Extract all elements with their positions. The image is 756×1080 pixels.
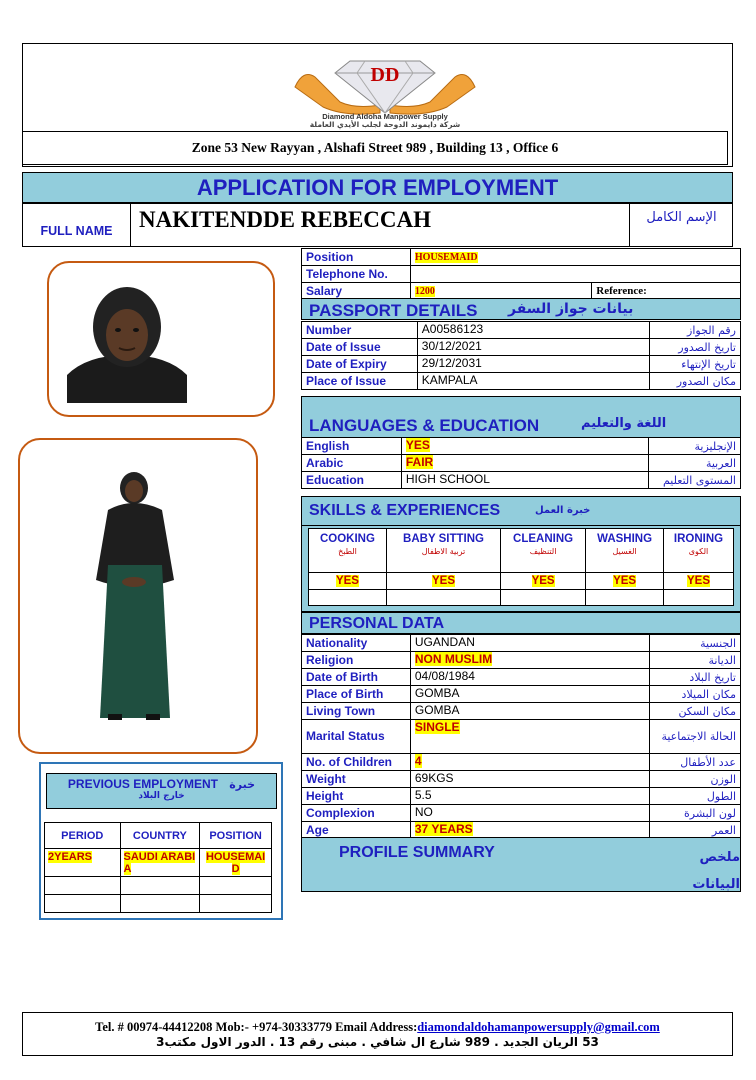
- table-row: [302, 805, 741, 822]
- company-name: Diamond Aldoha Manpower Supply: [322, 112, 448, 121]
- skill-blank-cell: [309, 590, 387, 606]
- full-name-label-arabic: الإسم الكامل: [629, 204, 733, 246]
- row-value: 29/12/2031: [421, 356, 482, 370]
- row-label: Living Town: [302, 703, 411, 720]
- row-value: 4: [414, 754, 422, 768]
- row-label: Marital Status: [302, 720, 411, 754]
- table-row: [302, 669, 741, 686]
- languages-title-arabic: اللغة والتعليم: [581, 416, 667, 431]
- row-label-arabic: الإنجليزية: [649, 438, 741, 455]
- skill-name-arabic: تربية الاطفال: [421, 547, 466, 556]
- row-label: Complexion: [302, 805, 411, 822]
- salary-value: 1200: [414, 285, 435, 297]
- row-value-cell: [410, 788, 649, 805]
- skill-name-arabic: الكوى: [688, 547, 709, 556]
- profile-summary-title-arabic: ملخص البيانات: [692, 850, 740, 892]
- table-row: [45, 849, 272, 877]
- row-label-arabic: مكان الصدور: [650, 373, 741, 390]
- footer-phone-text: Tel. # 00974-44412208 Mob:- +974-30333779 Email Address:: [95, 1020, 418, 1034]
- skill-value: YES: [431, 575, 455, 587]
- table-row: [302, 720, 741, 754]
- previous-employment-header: [46, 773, 277, 809]
- row-value: FAIR: [405, 455, 434, 469]
- row-label: Place of Birth: [302, 686, 411, 703]
- row-value-cell: [410, 771, 649, 788]
- row-value-cell: [410, 635, 649, 652]
- row-label: Number: [302, 322, 418, 339]
- row-label-arabic: مكان السكن: [650, 703, 741, 720]
- skill-header-cell: [386, 529, 500, 573]
- row-value-cell: [401, 455, 648, 472]
- column-header: POSITION: [200, 823, 272, 849]
- skill-value-cell: [309, 573, 387, 590]
- table-row: [302, 652, 741, 669]
- row-value: NO: [414, 805, 433, 819]
- languages-title: LANGUAGES & EDUCATION: [309, 416, 540, 435]
- row-value: GOMBA: [414, 703, 460, 717]
- skill-name: COOKING: [319, 533, 375, 545]
- table-cell: [200, 895, 272, 913]
- row-value: 37 YEARS: [414, 822, 473, 836]
- cell-value: HOUSEMAID: [205, 851, 266, 875]
- reference-label: Reference:: [592, 283, 741, 300]
- skill-name: BABY SITTING: [403, 533, 484, 545]
- skill-value-cell: [664, 573, 734, 590]
- table-row: [302, 373, 741, 390]
- personal-title: PERSONAL DATA: [309, 615, 445, 632]
- previous-employment-title-arabic: خبرة: [229, 778, 256, 791]
- row-label-arabic: عدد الأطفال: [650, 754, 741, 771]
- column-header: PERIOD: [45, 823, 121, 849]
- row-value-cell: [410, 805, 649, 822]
- row-label: Arabic: [302, 455, 402, 472]
- row-label: Place of Issue: [302, 373, 418, 390]
- row-label-arabic: الطول: [650, 788, 741, 805]
- row-label-arabic: لون البشرة: [650, 805, 741, 822]
- previous-employment-header-row: [45, 823, 272, 849]
- full-body-photo: [86, 470, 186, 730]
- row-label-arabic: تاريخ الصدور: [650, 339, 741, 356]
- skills-section-header: [301, 496, 741, 526]
- table-row: [302, 322, 741, 339]
- row-value: 30/12/2021: [421, 339, 482, 353]
- row-label-arabic: المستوى التعليم: [649, 472, 741, 489]
- skill-blank-cell: [586, 590, 664, 606]
- row-value-cell: [410, 720, 649, 754]
- skill-name-arabic: الغسيل: [612, 547, 637, 556]
- row-value-cell: [417, 322, 649, 339]
- salary-label: Salary: [302, 283, 411, 300]
- table-cell: [120, 849, 200, 877]
- personal-table: [301, 634, 741, 839]
- row-label: Age: [302, 822, 411, 839]
- table-row: [302, 472, 741, 489]
- column-header: COUNTRY: [120, 823, 200, 849]
- row-label-arabic: تاريخ الإنتهاء: [650, 356, 741, 373]
- skill-blank-cell: [664, 590, 734, 606]
- full-name-value: NAKITENDDE REBECCAH: [139, 207, 432, 232]
- skills-names-row: [309, 529, 734, 573]
- table-row: [45, 895, 272, 913]
- row-label: Date of Issue: [302, 339, 418, 356]
- row-value-cell: [410, 822, 649, 839]
- table-cell: [120, 877, 200, 895]
- skill-value: YES: [335, 575, 359, 587]
- full-body-frame: [18, 438, 258, 754]
- row-value-cell: [417, 356, 649, 373]
- footer-contact-line: [23, 1013, 732, 1035]
- profile-summary-title: PROFILE SUMMARY: [339, 844, 495, 861]
- table-row: [302, 771, 741, 788]
- skills-values-row: [309, 573, 734, 590]
- row-value: NON MUSLIM: [414, 652, 493, 666]
- row-label-arabic: مكان الميلاد: [650, 686, 741, 703]
- row-value-cell: [401, 472, 648, 489]
- row-label: Religion: [302, 652, 411, 669]
- skill-name: IRONING: [673, 533, 724, 545]
- footer-email-link[interactable]: diamondaldohamanpowersupply@gmail.com: [417, 1020, 660, 1034]
- skill-header-cell: [501, 529, 586, 573]
- row-value-cell: [410, 669, 649, 686]
- table-row: [45, 877, 272, 895]
- row-value-cell: [417, 339, 649, 356]
- company-logo: [285, 47, 485, 119]
- svg-text:DD: DD: [370, 64, 400, 86]
- row-value: A00586123: [421, 322, 484, 336]
- full-name-row: [22, 203, 733, 247]
- telephone-label: Telephone No.: [302, 266, 411, 283]
- table-cell: [120, 895, 200, 913]
- skill-blank-cell: [501, 590, 586, 606]
- row-label: English: [302, 438, 402, 455]
- passport-section-header: [301, 298, 741, 320]
- row-label: Date of Expiry: [302, 356, 418, 373]
- skill-header-cell: [309, 529, 387, 573]
- row-value-cell: [410, 703, 649, 720]
- row-value-cell: [410, 754, 649, 771]
- row-value-cell: [401, 438, 648, 455]
- table-cell: [45, 877, 121, 895]
- skill-name: WASHING: [597, 533, 653, 545]
- skill-value-cell: [501, 573, 586, 590]
- languages-section-header: [301, 396, 741, 437]
- row-label: Nationality: [302, 635, 411, 652]
- row-label-arabic: العربية: [649, 455, 741, 472]
- table-cell: [45, 895, 121, 913]
- row-value-cell: [417, 373, 649, 390]
- row-value: 04/08/1984: [414, 669, 475, 683]
- row-value-cell: [410, 652, 649, 669]
- skill-blank-cell: [386, 590, 500, 606]
- job-info-table: [301, 248, 741, 300]
- table-row: [302, 339, 741, 356]
- skill-name: CLEANING: [513, 533, 574, 545]
- table-row: [302, 455, 741, 472]
- skill-value-cell: [386, 573, 500, 590]
- table-row: [302, 635, 741, 652]
- position-label: Position: [302, 249, 411, 266]
- headshot-photo: [67, 285, 187, 403]
- skill-value: YES: [687, 575, 711, 587]
- row-label-arabic: الوزن: [650, 771, 741, 788]
- skill-value-cell: [586, 573, 664, 590]
- table-cell: [200, 877, 272, 895]
- table-cell: [200, 849, 272, 877]
- row-value: HIGH SCHOOL: [405, 472, 490, 486]
- skills-table: [308, 528, 734, 606]
- row-label-arabic: الديانة: [650, 652, 741, 669]
- row-label-arabic: رقم الجواز: [650, 322, 741, 339]
- skill-name-arabic: الطبخ: [338, 547, 357, 556]
- row-value: GOMBA: [414, 686, 460, 700]
- cell-value: SAUDI ARABIA: [123, 851, 196, 875]
- row-label: No. of Children: [302, 754, 411, 771]
- skill-header-cell: [586, 529, 664, 573]
- previous-employment-table: [44, 822, 272, 913]
- company-address: Zone 53 New Rayyan , Alshafi Street 989 , Building 13 , Office 6: [22, 131, 728, 165]
- company-name-arabic: شركة دايموند الدوحة لجلب الأيدي العاملة: [309, 120, 461, 129]
- row-label-arabic: الحالة الاجتماعية: [650, 720, 741, 754]
- headshot-frame: [47, 261, 275, 417]
- skill-value: YES: [531, 575, 555, 587]
- cell-value: 2YEARS: [48, 851, 93, 863]
- table-row: [302, 438, 741, 455]
- table-row: [302, 703, 741, 720]
- row-value: KAMPALA: [421, 373, 478, 387]
- row-value: YES: [405, 438, 430, 452]
- footer: [22, 1012, 733, 1056]
- row-label-arabic: العمر: [650, 822, 741, 839]
- skills-title: SKILLS & EXPERIENCES: [309, 502, 501, 519]
- table-row: [302, 356, 741, 373]
- passport-table: [301, 321, 741, 390]
- skills-blank-row: [309, 590, 734, 606]
- skills-title-arabic: خبرة العمل: [535, 505, 591, 516]
- row-label: Height: [302, 788, 411, 805]
- row-value: SINGLE: [414, 720, 460, 734]
- row-value: UGANDAN: [414, 635, 475, 649]
- row-label: Weight: [302, 771, 411, 788]
- table-row: [302, 686, 741, 703]
- skill-name-arabic: التنظيف: [529, 547, 557, 556]
- row-value: 5.5: [414, 788, 432, 802]
- profile-summary-header: [301, 837, 741, 892]
- previous-employment-title: PREVIOUS EMPLOYMENT: [67, 777, 218, 791]
- table-row: [302, 754, 741, 771]
- skill-header-cell: [664, 529, 734, 573]
- row-label: Date of Birth: [302, 669, 411, 686]
- previous-employment-subtitle-arabic: خارج البلاد: [138, 791, 185, 801]
- row-label-arabic: الجنسية: [650, 635, 741, 652]
- table-row: [302, 822, 741, 839]
- row-label: Education: [302, 472, 402, 489]
- telephone-value: [410, 266, 740, 283]
- position-value: HOUSEMAID: [414, 251, 478, 263]
- row-value: 69KGS: [414, 771, 454, 785]
- table-row: [302, 788, 741, 805]
- table-cell: [45, 849, 121, 877]
- languages-table: [301, 437, 741, 489]
- passport-title-arabic: بيانات جواز السفر: [508, 301, 634, 317]
- form-title: APPLICATION FOR EMPLOYMENT: [22, 172, 733, 203]
- passport-title: PASSPORT DETAILS: [309, 301, 478, 320]
- row-value-cell: [410, 686, 649, 703]
- footer-arabic-address: 53 الريان الجديد . 989 شارع ال شافي . مبنى رقم 13 . الدور الاول مكتب3: [156, 1035, 599, 1049]
- full-name-label: FULL NAME: [23, 204, 131, 246]
- personal-section-header: [301, 612, 741, 634]
- skill-value: YES: [613, 575, 637, 587]
- row-label-arabic: تاريخ البلاد: [650, 669, 741, 686]
